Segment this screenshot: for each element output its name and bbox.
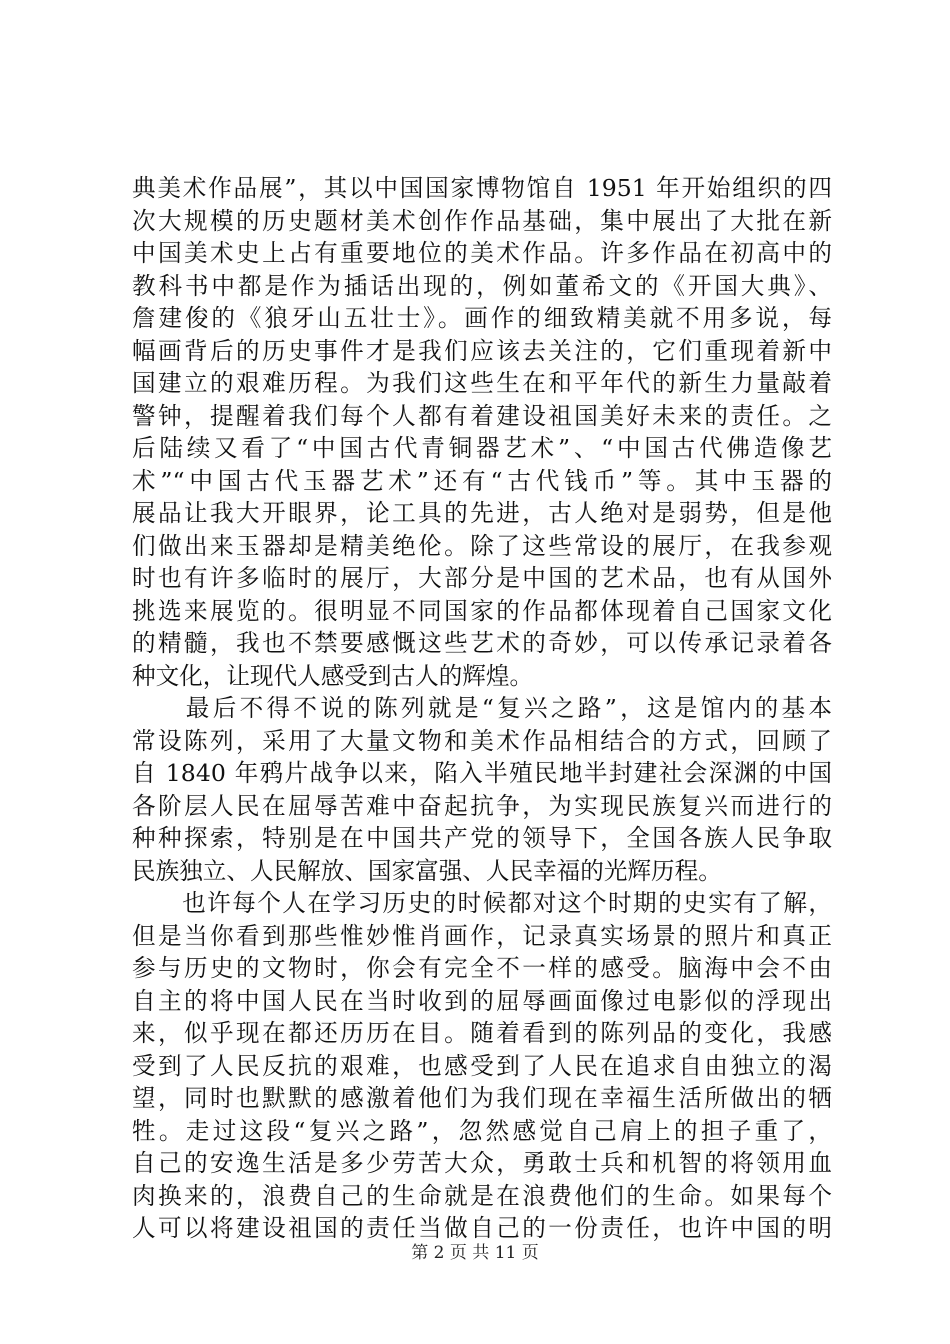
- text-line: 参与历史的文物时，你会有完全不一样的感受。脑海中会不由: [132, 954, 832, 982]
- text-line: 受到了人民反抗的艰难，也感受到了人民在追求自由独立的渴: [132, 1051, 832, 1080]
- text-line: 自主的将中国人民在当时收到的屈辱画面像过电影似的浮现出: [132, 986, 832, 1015]
- text-line: 国建立的艰难历程。为我们这些生在和平年代的新生力量敲着: [132, 369, 832, 397]
- text-line: 来，似乎现在都还历历在目。随着看到的陈列品的变化，我感: [132, 1019, 832, 1047]
- text-line: 警钟，提醒着我们每个人都有着建设祖国美好未来的责任。之: [132, 401, 832, 430]
- text-line: 也许每个人在学习历史的时候都对这个时期的史实有了解，: [132, 889, 832, 917]
- text-line: 但是当你看到那些惟妙惟肖画作，记录真实场景的照片和真正: [132, 921, 832, 950]
- paragraph-1: [132, 172, 832, 692]
- text-line: 自 1840 年鸦片战争以来，陷入半殖民地半封建社会深渊的中国: [132, 759, 832, 787]
- page-number-label: 第 2 页 共 11 页: [411, 1243, 539, 1263]
- text-line: 们做出来玉器却是精美绝伦。除了这些常设的展厅，在我参观: [132, 531, 832, 560]
- text-line: 詹建俊的《狼牙山五壮士》。画作的细致精美就不用多说，每: [132, 304, 832, 332]
- text-line: 肉换来的，浪费自己的生命就是在浪费他们的生命。如果每个: [132, 1181, 832, 1210]
- text-line: 种种探索，特别是在中国共产党的领导下，全国各族人民争取: [132, 824, 832, 852]
- text-line: 人可以将建设祖国的责任当做自己的一份责任，也许中国的明: [132, 1214, 832, 1242]
- text-line: 幅画背后的历史事件才是我们应该去关注的，它们重现着新中: [132, 336, 832, 365]
- paragraph-3: [132, 887, 832, 1245]
- text-line: 望，同时也默默的感激着他们为我们现在幸福生活所做出的牺: [132, 1084, 832, 1112]
- document-body: [132, 172, 832, 1245]
- paragraph-2: [132, 692, 832, 887]
- text-line: 典美术作品展”，其以中国国家博物馆自 1951 年开始组织的四: [132, 174, 832, 202]
- text-line: 中国美术史上占有重要地位的美术作品。许多作品在初高中的: [132, 239, 832, 267]
- text-line: 自己的安逸生活是多少劳苦大众，勇敢士兵和机智的将领用血: [132, 1149, 832, 1177]
- text-line: 的精髓，我也不禁要感慨这些艺术的奇妙，可以传承记录着各: [132, 629, 832, 657]
- text-line: 各阶层人民在屈辱苦难中奋起抗争，为实现民族复兴而进行的: [132, 791, 832, 820]
- text-line: 常设陈列，采用了大量文物和美术作品相结合的方式，回顾了: [132, 726, 832, 755]
- text-line: 种文化，让现代人感受到古人的辉煌。: [132, 661, 534, 690]
- text-line: 民族独立、人民解放、国家富强、人民幸福的光辉历程。: [132, 856, 722, 885]
- text-line: 时也有许多临时的展厅，大部分是中国的艺术品，也有从国外: [132, 564, 832, 592]
- text-line: 展品让我大开眼界，论工具的先进，古人绝对是弱势，但是他: [132, 499, 832, 527]
- text-line: 次大规模的历史题材美术创作作品基础，集中展出了大批在新: [132, 206, 832, 235]
- text-line: 最后不得不说的陈列就是“复兴之路”，这是馆内的基本: [132, 694, 832, 722]
- page-footer: [0, 1243, 950, 1263]
- text-line: 牲。走过这段“复兴之路”，忽然感觉自己肩上的担子重了，: [132, 1116, 832, 1145]
- text-line: 挑选来展览的。很明显不同国家的作品都体现着自己国家文化: [132, 596, 832, 625]
- text-line: 后陆续又看了“中国古代青铜器艺术”、“中国古代佛造像艺: [132, 434, 832, 462]
- text-line: 术”“中国古代玉器艺术”还有“古代钱币”等。其中玉器的: [132, 466, 832, 495]
- text-line: 教科书中都是作为插话出现的，例如董希文的《开国大典》、: [132, 271, 832, 300]
